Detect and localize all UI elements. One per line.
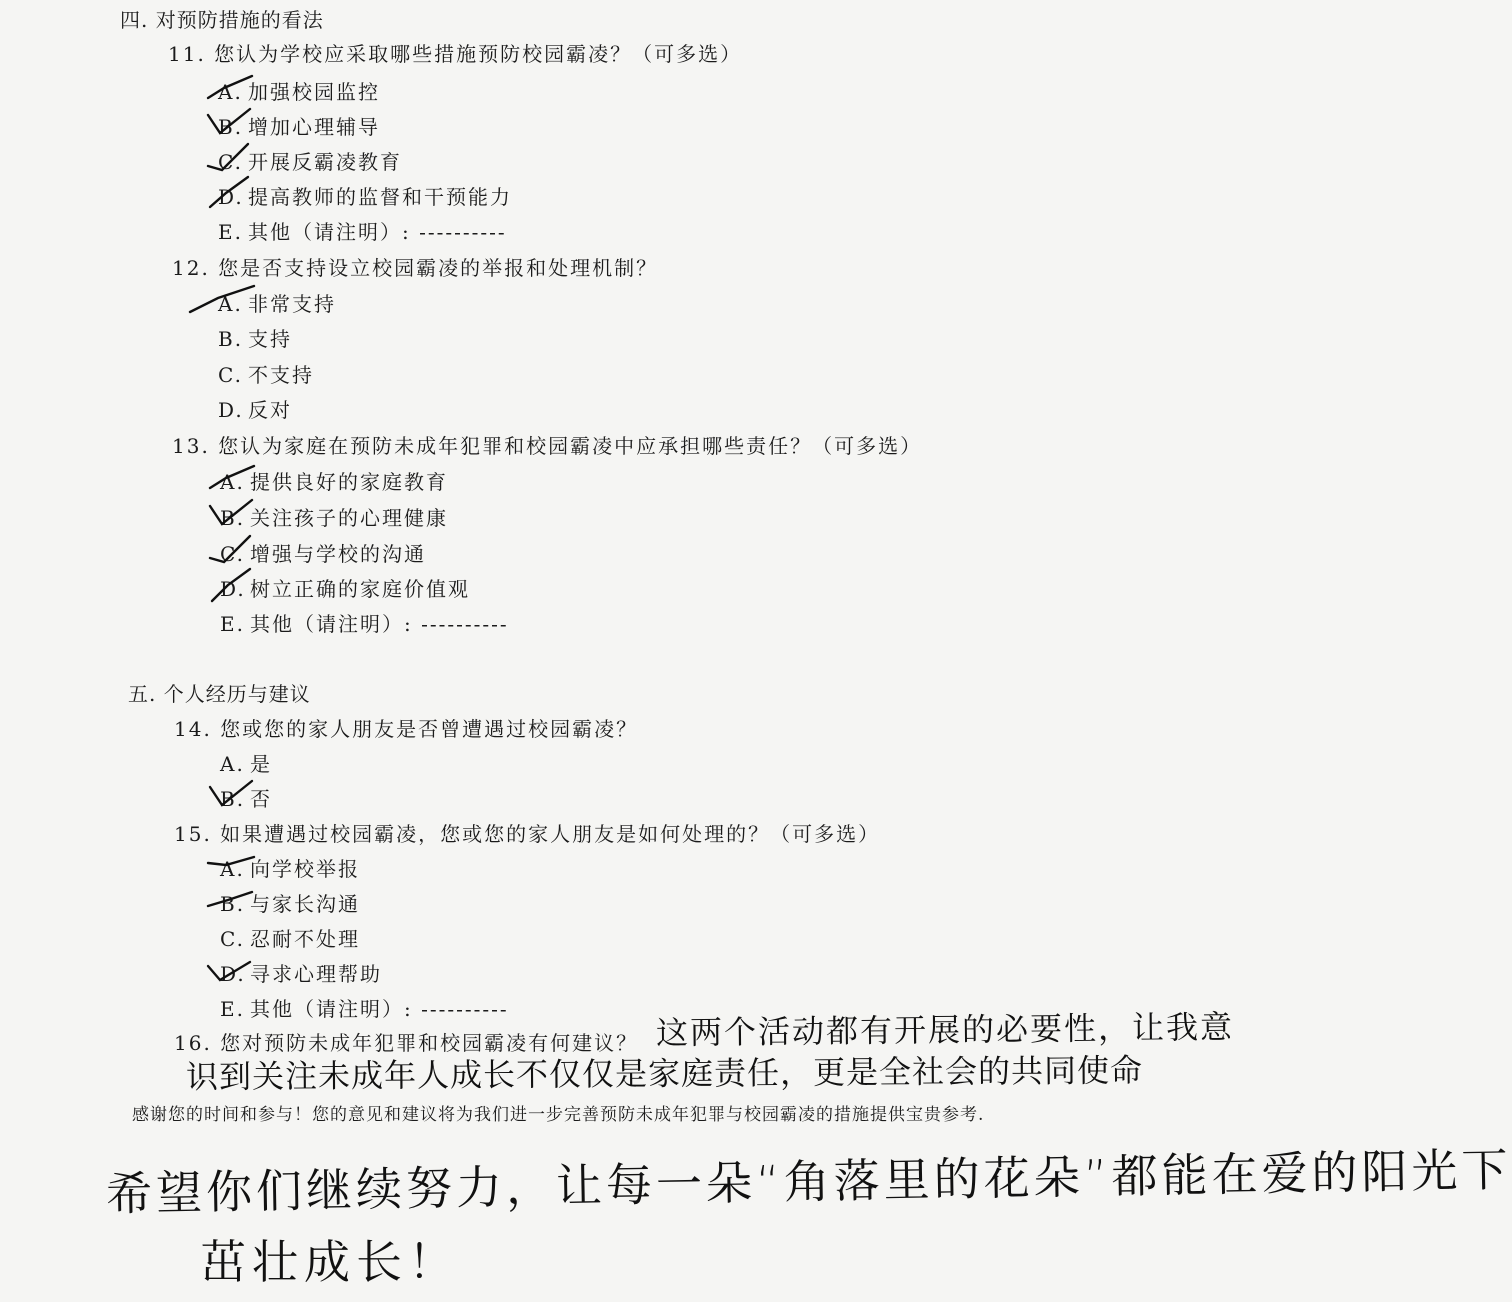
option-text: 其他（请注明）: ---------- [250,997,509,1021]
option-text: 支持 [248,327,292,351]
question-13: 13. 您认为家庭在预防未成年犯罪和校园霸凌中应承担哪些责任？（可多选） [172,434,923,458]
handwritten-answer-line-2[interactable]: 识到关注未成年人成长不仅仅是家庭责任，更是全社会的共同使命 [185,1051,1144,1096]
option-letter: C. [218,363,243,387]
option-text: 与家长沟通 [250,892,360,916]
option-letter: E. [220,997,245,1021]
option-text: 非常支持 [248,292,336,316]
thank-you-note: 感谢您的时间和参与！您的意见和建议将为我们进一步完善预防未成年犯罪与校园霸凌的措施提供宝贵参考. [132,1105,985,1125]
option-text: 增加心理辅导 [248,115,380,139]
option-letter: A. [220,857,245,881]
option-text: 否 [250,787,272,811]
option-letter: B. [218,115,244,139]
option-letter: C. [220,542,245,566]
q12-option-b[interactable] [218,323,292,352]
q13-option-e[interactable] [220,608,509,637]
option-text: 增强与学校的沟通 [250,542,426,566]
q13-option-c[interactable] [220,538,426,567]
q13-option-a[interactable] [220,466,448,495]
q13-option-d[interactable] [220,573,470,602]
handwritten-closing-line-2[interactable]: 茁壮成长！ [200,1235,460,1289]
q14-option-a[interactable] [220,748,272,777]
option-letter: B. [220,892,246,916]
option-text: 加强校园监控 [248,80,380,104]
q11-option-b[interactable] [218,111,380,140]
option-letter: B. [220,787,246,811]
option-text: 树立正确的家庭价值观 [250,577,470,601]
q12-option-d[interactable] [218,394,292,423]
option-letter: E. [218,220,243,244]
option-letter: A. [220,470,245,494]
q13-option-b[interactable] [220,502,448,531]
option-letter: D. [218,398,244,422]
q11-option-a[interactable] [218,76,380,105]
q12-option-c[interactable] [218,359,314,388]
question-14: 14. 您或您的家人朋友是否曾遭遇过校园霸凌？ [174,717,639,741]
question-16: 16. 您对预防未成年犯罪和校园霸凌有何建议？ [174,1031,639,1055]
option-letter: A. [218,292,243,316]
option-text: 寻求心理帮助 [250,962,382,986]
option-text: 其他（请注明）: ---------- [250,612,509,636]
q11-option-c[interactable] [218,146,402,175]
option-letter: B. [220,506,246,530]
option-text: 忍耐不处理 [250,927,360,951]
option-text: 关注孩子的心理健康 [250,506,448,530]
q15-option-b[interactable] [220,888,360,917]
option-letter: D. [220,577,246,601]
q11-option-e[interactable] [218,216,507,245]
q11-option-d[interactable] [218,181,512,210]
option-letter: A. [220,752,245,776]
question-11: 11. 您认为学校应采取哪些措施预防校园霸凌？（可多选） [168,42,743,66]
handwritten-answer-line-1[interactable]: 这两个活动都有开展的必要性，让我意 [655,1007,1235,1052]
option-text: 提高教师的监督和干预能力 [248,185,512,209]
question-15: 15. 如果遭遇过校园霸凌，您或您的家人朋友是如何处理的？（可多选） [174,822,881,846]
option-text: 是 [250,752,272,776]
q15-option-c[interactable] [220,923,360,952]
option-letter: C. [220,927,245,951]
q14-option-b[interactable] [220,783,272,812]
option-letter: C. [218,150,243,174]
handwritten-closing-line-1[interactable]: 希望你们继续努力，让每一朵“角落里的花朵”都能在爱的阳光下 [105,1142,1512,1221]
q15-option-d[interactable] [220,958,382,987]
option-letter: D. [220,962,246,986]
option-letter: B. [218,327,244,351]
option-text: 提供良好的家庭教育 [250,470,448,494]
q12-option-a[interactable] [218,288,336,317]
option-letter: A. [218,80,243,104]
option-letter: D. [218,185,244,209]
question-12: 12. 您是否支持设立校园霸凌的举报和处理机制？ [172,256,659,280]
option-text: 其他（请注明）: ---------- [248,220,507,244]
option-text: 反对 [248,398,292,422]
option-text: 向学校举报 [250,857,360,881]
option-text: 开展反霸凌教育 [248,150,402,174]
option-text: 不支持 [248,363,314,387]
q15-option-a[interactable] [220,853,360,882]
q15-option-e[interactable] [220,993,509,1022]
option-letter: E. [220,612,245,636]
section-title-5: 五. 个人经历与建议 [128,682,311,706]
section-title-4: 四. 对预防措施的看法 [120,8,324,32]
